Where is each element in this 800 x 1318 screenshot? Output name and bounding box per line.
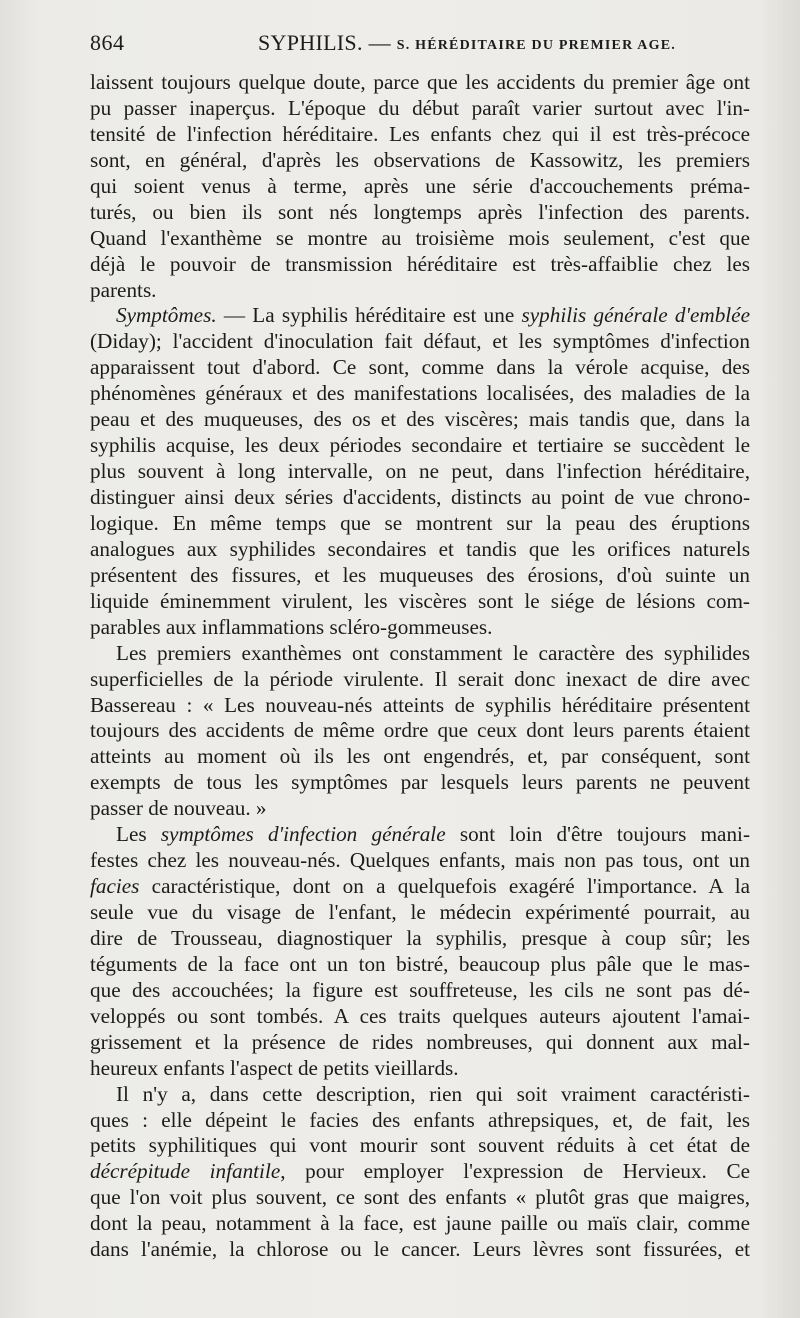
text-line: parables aux inflammations scléro-gommeuses. (90, 614, 493, 639)
text-line: toujours des accidents de même ordre que ceux dont leurs parents étaient (90, 718, 750, 743)
text-line: qui soient venus à terme, après une série d'accouchements préma- (90, 173, 750, 198)
text-line: peau et des muqueuses, des os et des viscères; mais tandis que, dans la (90, 407, 750, 432)
text-line: passer de nouveau. » (90, 796, 267, 821)
emphasis-text: facies (90, 874, 140, 899)
text-line: veloppés ou sont tombés. A ces traits quelques auteurs ajoutent l'amai- (90, 1003, 750, 1028)
text-line: pu passer inaperçus. L'époque du début paraît varier surtout avec l'in- (90, 95, 750, 120)
text-run: caractéristique, dont on a quelquefois exagéré l'importance. A la (139, 874, 750, 899)
emphasis-text: symptômes d'infection générale (160, 822, 446, 847)
running-title (258, 30, 676, 56)
text-line (90, 1159, 750, 1185)
page-header (90, 30, 750, 64)
running-title-separator: — (368, 30, 391, 55)
text-line: déjà le pouvoir de transmission héréditaire est très-affaiblie chez les (90, 251, 750, 276)
text-line: dont la peau, notamment à la face, est jaune paille ou maïs clair, comme (90, 1211, 750, 1236)
text-line: ques : elle dépeint le facies des enfants athrepsiques, et, de fait, les (90, 1107, 750, 1132)
text-line: distinguer ainsi deux séries d'accidents, distincts au point de vue chrono- (90, 485, 750, 509)
text-line: Bassereau : « Les nouveau-nés atteints de syphilis héréditaire présentent (90, 692, 750, 717)
text-line: grissement et la présence de rides nombreuses, qui donnent aux mal- (90, 1029, 750, 1054)
emphasis-text: syphilis générale d'emblée (521, 303, 750, 328)
text-line: que des accouchées; la figure est souffreteuse, les cils ne sont pas dé- (90, 977, 750, 1002)
text-run: — La syphilis héréditaire est une (216, 303, 522, 328)
text-line: parents. (90, 277, 157, 302)
section-heading-symptomes: Symptômes. (116, 303, 217, 328)
text-line: phénomènes généraux et des manifestations localisées, des maladies de la (90, 381, 750, 406)
text-line: heureux enfants l'aspect de petits vieillards. (90, 1055, 459, 1080)
text-line: dans l'anémie, la chlorose ou le cancer. Leurs lèvres sont fissurées, et (90, 1237, 750, 1262)
text-line: Il n'y a, dans cette description, rien qui soit vraiment caractéristi- (116, 1081, 750, 1106)
text-line: présentent des fissures, et les muqueuses des érosions, d'où suinte un (90, 562, 750, 587)
text-line: Les premiers exanthèmes ont constamment le caractère des syphilides (116, 640, 750, 665)
text-line: sont, en général, d'après les observations de Kassowitz, les premiers (90, 147, 750, 172)
body-text (90, 70, 750, 1263)
text-run: , pour employer l'expression de Hervieux. Ce (280, 1159, 750, 1184)
text-line (90, 874, 750, 900)
text-line (90, 303, 750, 329)
text-line (90, 822, 750, 848)
running-title-main: SYPHILIS. (258, 30, 363, 55)
text-line: téguments de la face ont un ton bistré, beaucoup plus pâle que le mas- (90, 951, 750, 976)
text-line: que l'on voit plus souvent, ce sont des enfants « plutôt gras que maigres, (90, 1185, 750, 1210)
running-title-subtitle: S. HÉRÉDITAIRE DU PREMIER AGE. (396, 38, 676, 53)
text-run: Les (116, 822, 161, 847)
text-line: atteints au moment où ils les ont engendrés, et, par conséquent, sont (90, 744, 750, 769)
text-line: liquide éminemment virulent, les viscères sont le siége de lésions com- (90, 588, 750, 613)
text-line: syphilis acquise, les deux périodes secondaire et tertiaire se succèdent le (90, 433, 750, 458)
text-line: analogues aux syphilides secondaires et tandis que les orifices naturels (90, 536, 750, 561)
page-number: 864 (90, 30, 125, 55)
text-line: seule vue du visage de l'enfant, le médecin expérimenté pourrait, au (90, 900, 750, 924)
text-line: laissent toujours quelque doute, parce que les accidents du premier âge ont (90, 70, 750, 94)
text-line: Quand l'exanthème se montre au troisième mois seulement, c'est que (90, 225, 750, 250)
text-line: (Diday); l'accident d'inoculation fait défaut, et les symptômes d'infection (90, 329, 750, 354)
text-line: logique. En même temps que se montrent sur la peau des éruptions (90, 510, 750, 535)
text-line: festes chez les nouveau-nés. Quelques enfants, mais non pas tous, ont un (90, 848, 750, 873)
text-line: exempts de tous les symptômes par lesquels leurs parents ne peuvent (90, 770, 750, 795)
text-line: turés, ou bien ils sont nés longtemps après l'infection des parents. (90, 199, 750, 224)
text-line: plus souvent à long intervalle, on ne peut, dans l'infection héréditaire, (90, 459, 750, 484)
text-line: tensité de l'infection héréditaire. Les enfants chez qui il est très-précoce (90, 121, 750, 146)
emphasis-text: décrépitude infantile (90, 1159, 281, 1184)
text-line: superficielles de la période virulente. Il serait donc inexact de dire avec (90, 666, 750, 691)
text-run: sont loin d'être toujours mani- (445, 822, 750, 847)
text-line: apparaissent tout d'abord. Ce sont, comme dans la vérole acquise, des (90, 355, 750, 380)
text-line: petits syphilitiques qui vont mourir sont souvent réduits à cet état de (90, 1133, 750, 1158)
text-line: dire de Trousseau, diagnostiquer la syphilis, presque à coup sûr; les (90, 925, 750, 950)
